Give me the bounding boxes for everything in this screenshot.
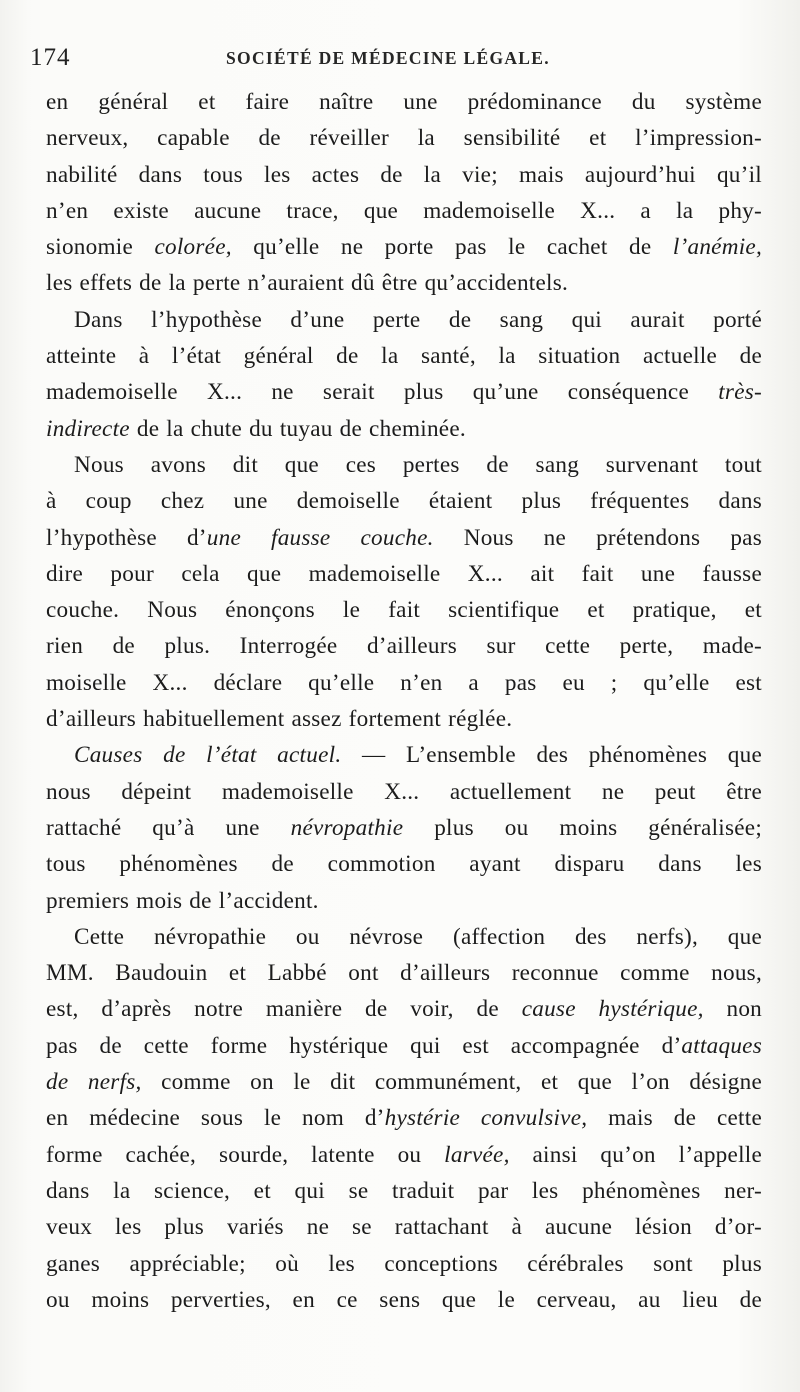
text-segment: premiers mois de l’accident. [46, 887, 319, 914]
text-line [46, 846, 762, 882]
body-text [46, 84, 762, 1318]
text-segment: nerveux, capable de réveiller la sensibilité et l’impression- [46, 125, 762, 152]
italic-text: hystérie convulsive, [384, 1105, 588, 1132]
text-line [46, 229, 762, 265]
text-line [46, 483, 762, 519]
text-segment: en général et faire naître une prédominance du système [46, 89, 762, 115]
text-segment: n’en existe aucune trace, que mademoiselle X... a la phy- [46, 197, 762, 224]
text-segment: Cette névropathie ou névrose (affection des nerfs), que [74, 923, 762, 950]
text-line [46, 411, 762, 447]
text-line [46, 955, 762, 991]
text-line [46, 810, 762, 846]
text-line [46, 265, 762, 301]
text-line [46, 1028, 762, 1064]
text-segment: sionomie [46, 234, 155, 261]
running-title: SOCIÉTÉ DE MÉDECINE LÉGALE. [226, 48, 550, 68]
text-line [46, 919, 762, 955]
text-line [46, 338, 762, 374]
italic-text: colorée, [154, 234, 232, 261]
text-segment: en médecine sous le nom d’ [46, 1105, 385, 1132]
text-line [46, 592, 762, 628]
text-segment: Nous avons dit que ces pertes de sang survenant tout [74, 451, 762, 478]
italic-text: une fausse couche. [206, 524, 434, 551]
text-segment: atteinte à l’état général de la santé, la situation actuelle de [46, 343, 762, 370]
text-line [46, 84, 762, 120]
text-line [46, 120, 762, 156]
text-segment: de la chute du tuyau de cheminée. [129, 415, 466, 442]
text-segment: d’ailleurs habituellement assez fortement réglée. [46, 706, 513, 733]
italic-text: de nerfs, [46, 1069, 142, 1096]
text-line [46, 157, 762, 193]
italic-text: cause hystérique, [521, 996, 704, 1023]
text-line [46, 701, 762, 737]
text-segment: Dans l’hypothèse d’une perte de sang qui aurait porté [74, 306, 762, 333]
page-header [30, 44, 770, 76]
text-line [46, 1173, 762, 1209]
text-line [46, 991, 762, 1027]
text-segment: l’hypothèse d’ [46, 524, 207, 551]
text-segment: non [703, 996, 762, 1023]
italic-text: névropathie [290, 814, 404, 841]
text-line [46, 193, 762, 229]
text-line [46, 737, 762, 773]
text-line [46, 447, 762, 483]
italic-text: attaques [681, 1032, 762, 1059]
text-line [46, 665, 762, 701]
text-segment: comme on le dit communément, et que l’on désigne [141, 1069, 762, 1096]
page-number: 174 [30, 44, 71, 71]
text-line [46, 883, 762, 919]
text-line [46, 1064, 762, 1100]
italic-text: indirecte [46, 415, 130, 442]
text-segment: — L’ensemble des phénomènes que [341, 742, 763, 769]
text-segment: plus ou moins généralisée; [403, 814, 763, 841]
text-segment: est, d’après notre manière de voir, de [46, 996, 522, 1023]
italic-text: l’anémie, [672, 234, 762, 261]
text-line [46, 1246, 762, 1282]
text-segment: tous phénomènes de commotion ayant disparu dans les [46, 851, 762, 878]
text-segment: les effets de la perte n’auraient dû être qu’accidentels. [46, 270, 569, 297]
text-segment: rien de plus. Interrogée d’ailleurs sur cette perte, made- [46, 633, 762, 660]
text-line [46, 374, 762, 410]
italic-text: Causes de l’état actuel. [74, 742, 342, 769]
text-segment: à coup chez une demoiselle étaient plus fréquentes dans [46, 488, 762, 515]
text-segment: rattaché qu’à une [46, 814, 291, 841]
text-segment: veux les plus variés ne se rattachant à aucune lésion d’or- [46, 1214, 762, 1241]
text-line [46, 556, 762, 592]
text-line [46, 1100, 762, 1136]
text-segment: ainsi qu’on l’appelle [509, 1141, 762, 1168]
text-line [46, 302, 762, 338]
text-segment: nabilité dans tous les actes de la vie; mais aujourd’hui qu’il [46, 161, 762, 188]
text-segment: forme cachée, sourde, latente ou [46, 1141, 445, 1168]
text-segment: mais de cette [587, 1105, 762, 1132]
text-segment: nous dépeint mademoiselle X... actuellement ne peut être [46, 778, 762, 805]
text-line [46, 628, 762, 664]
text-segment: dans la science, et qui se traduit par les phénomènes ner- [46, 1177, 762, 1204]
text-line [46, 774, 762, 810]
text-segment: pas de cette forme hystérique qui est accompagnée d’ [46, 1032, 682, 1059]
text-segment: moiselle X... déclare qu’elle n’en a pas eu ; qu’elle est [46, 669, 762, 696]
text-segment: ganes appréciable; où les conceptions cérébrales sont plus [46, 1250, 762, 1277]
italic-text: très- [718, 379, 762, 406]
text-segment: ou moins perverties, en ce sens que le cerveau, au lieu de [46, 1286, 762, 1313]
text-line [46, 1282, 762, 1318]
text-line [46, 1137, 762, 1173]
text-line [46, 520, 762, 556]
text-segment: qu’elle ne porte pas le cachet de [231, 234, 673, 261]
text-segment: MM. Baudouin et Labbé ont d’ailleurs reconnue comme nous, [46, 960, 762, 987]
text-segment: mademoiselle X... ne serait plus qu’une conséquence [46, 379, 719, 406]
text-segment: dire pour cela que mademoiselle X... ait fait une fausse [46, 560, 762, 587]
text-segment: couche. Nous énonçons le fait scientifique et pratique, et [46, 597, 762, 624]
text-segment: Nous ne prétendons pas [433, 524, 762, 551]
text-line [46, 1209, 762, 1245]
italic-text: larvée, [444, 1141, 510, 1168]
